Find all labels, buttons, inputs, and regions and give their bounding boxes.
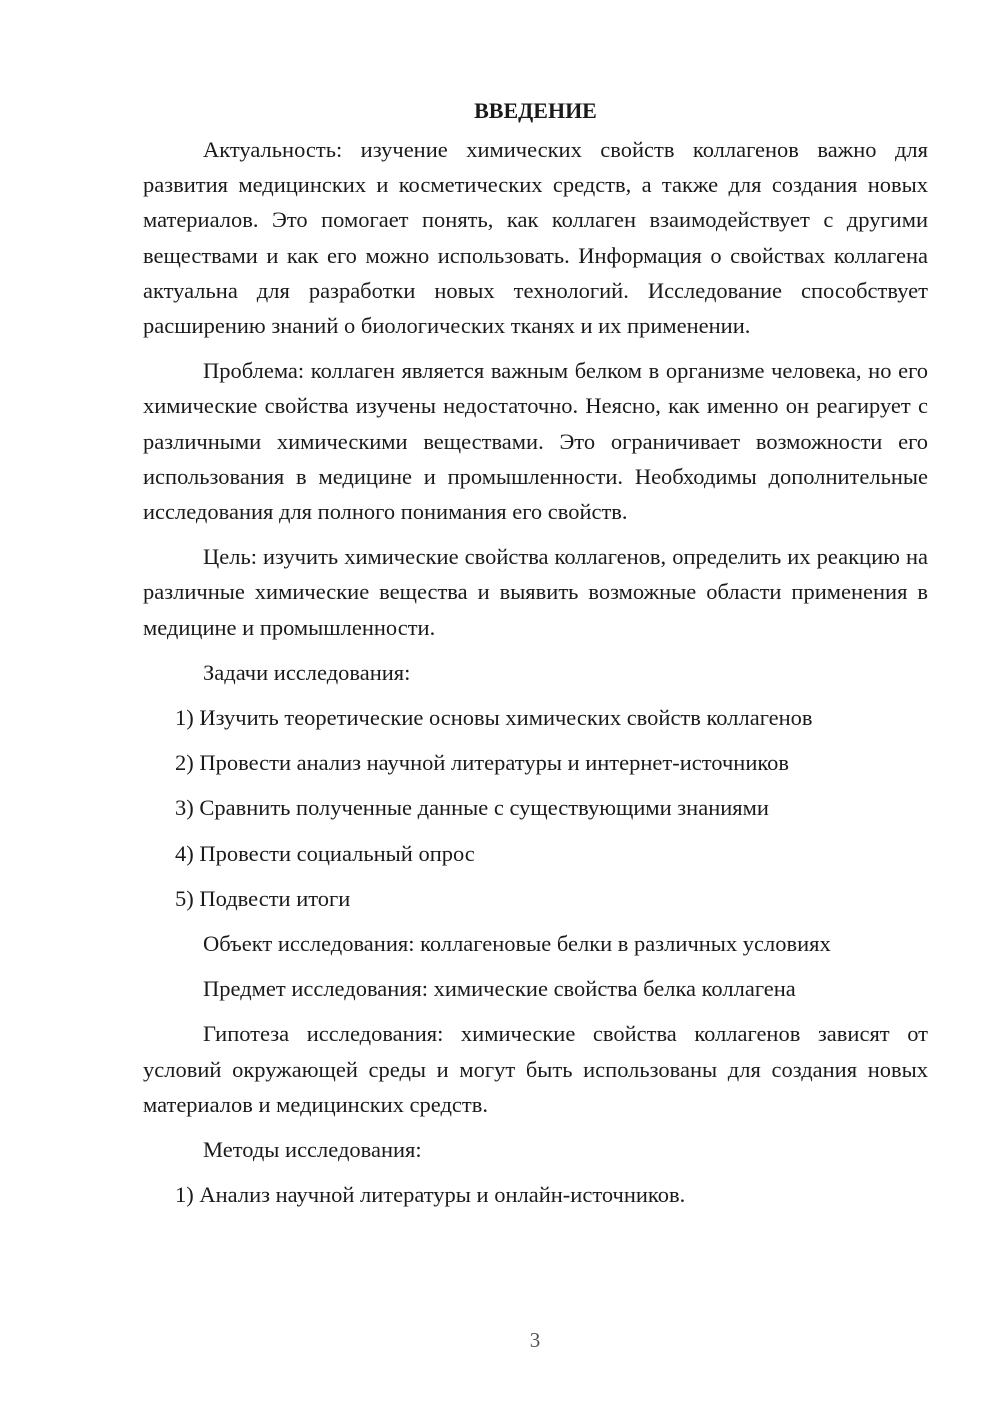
problem-paragraph: Проблема: коллаген является важным белком в организме человека, но его химические свойства изучены недостаточно. Неясно, как именно он реагирует с различными химическими веществами. Это ограничивает возможности его использования в медицине и промышленности. Необходимы дополнительные исследования для полного понимания его свойств. <box>143 358 928 525</box>
list-item: 2) Провести анализ научной литературы и интернет-источников <box>175 750 790 776</box>
methods-title: Методы исследования: <box>203 1137 422 1163</box>
page-number: 3 <box>529 1328 541 1352</box>
list-item: 1) Анализ научной литературы и онлайн-источников. <box>175 1182 686 1208</box>
section-heading: ВВЕДЕНИЕ <box>474 98 597 123</box>
list-item: 3) Сравнить полученные данные с существующими знаниями <box>175 795 769 821</box>
tasks-title: Задачи исследования: <box>203 659 411 685</box>
list-item: 1) Изучить теоретические основы химических свойств коллагенов <box>175 705 813 731</box>
object-line: Объект исследования: коллагеновые белки в различных условиях <box>203 931 831 957</box>
page-body <box>143 96 928 1222</box>
tasks-list <box>143 700 928 916</box>
hypothesis-paragraph: Гипотеза исследования: химические свойства коллагенов зависят от условий окружающей среды и могут быть использованы для создания новых материалов и медицинских средств. <box>143 1021 928 1117</box>
methods-list <box>143 1177 928 1212</box>
relevance-paragraph: Актуальность: изучение химических свойств коллагенов важно для развития медицинских и косметических средств, а также для создания новых материалов. Это помогает понять, как коллаген взаимодействует с другими веществами и как его можно использовать. Информация о свойствах коллагена актуальна для разработки новых технологий. Исследование способствует расширению знаний о биологических тканях и их применении. <box>143 137 928 339</box>
list-item: 4) Провести социальный опрос <box>175 840 475 866</box>
list-item: 5) Подвести итоги <box>175 885 351 911</box>
subject-line: Предмет исследования: химические свойства белка коллагена <box>203 976 796 1002</box>
goal-paragraph: Цель: изучить химические свойства коллагенов, определить их реакцию на различные химические вещества и выявить возможные области применения в медицине и промышленности. <box>143 544 928 640</box>
